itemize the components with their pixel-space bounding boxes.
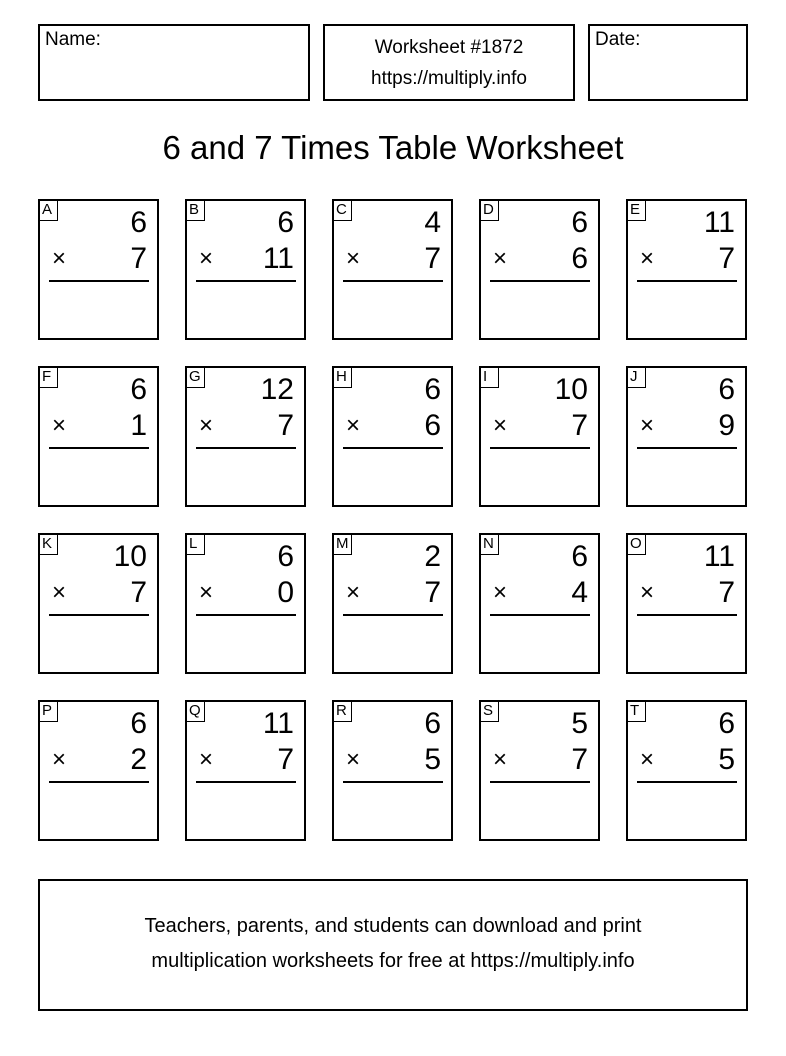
- problem-letter: C: [332, 199, 352, 221]
- multiplicand: 5: [571, 707, 588, 740]
- multiplier: 7: [424, 242, 441, 275]
- multiplier: 5: [718, 743, 735, 776]
- problem-card-s: [479, 700, 600, 841]
- multiplicand: 11: [703, 540, 735, 573]
- problem-letter: I: [479, 366, 499, 388]
- multiplier: 5: [424, 743, 441, 776]
- worksheet-title: 6 and 7 Times Table Worksheet: [162, 129, 624, 166]
- multiplicand: 6: [718, 373, 735, 406]
- answer-line: [490, 280, 590, 282]
- problem-card-c: [332, 199, 453, 340]
- problem-card-r: [332, 700, 453, 841]
- problem-letter: B: [185, 199, 205, 221]
- multiplicand: 6: [130, 373, 147, 406]
- multiplier: 7: [130, 576, 147, 609]
- multiplicand: 10: [113, 540, 147, 573]
- times-sign: ×: [346, 746, 361, 773]
- answer-line: [637, 447, 737, 449]
- multiplier: 7: [277, 409, 294, 442]
- multiplier: 7: [424, 576, 441, 609]
- times-sign: ×: [52, 579, 67, 606]
- problem-card-l: [185, 533, 306, 674]
- answer-line: [343, 614, 443, 616]
- answer-line: [49, 781, 149, 783]
- problem-letter: N: [479, 533, 499, 555]
- answer-line: [490, 614, 590, 616]
- times-sign: ×: [640, 412, 655, 439]
- multiplicand: 6: [718, 707, 735, 740]
- problem-letter: A: [38, 199, 58, 221]
- multiplier: 7: [718, 576, 735, 609]
- answer-line: [196, 614, 296, 616]
- problem-letter: G: [185, 366, 205, 388]
- times-sign: ×: [640, 245, 655, 272]
- problem-letter: H: [332, 366, 352, 388]
- answer-line: [637, 280, 737, 282]
- footer-box: [38, 879, 748, 1011]
- multiplier: 7: [571, 409, 588, 442]
- name-label: Name:: [45, 29, 101, 50]
- problem-card-n: [479, 533, 600, 674]
- multiplicand: 4: [424, 206, 441, 239]
- problem-card-a: [38, 199, 159, 340]
- multiplicand: 6: [571, 206, 588, 239]
- times-sign: ×: [640, 746, 655, 773]
- multiplier: 2: [130, 743, 147, 776]
- answer-line: [49, 280, 149, 282]
- times-sign: ×: [199, 245, 214, 272]
- times-sign: ×: [52, 412, 67, 439]
- multiplier: 7: [130, 242, 147, 275]
- problem-card-o: [626, 533, 747, 674]
- multiplicand: 6: [424, 373, 441, 406]
- multiplicand: 6: [277, 540, 294, 573]
- problem-letter: M: [332, 533, 352, 555]
- problem-card-f: [38, 366, 159, 507]
- worksheet-number: Worksheet #1872: [374, 37, 524, 58]
- answer-line: [49, 614, 149, 616]
- problem-card-h: [332, 366, 453, 507]
- problem-letter: O: [626, 533, 646, 555]
- multiplicand: 6: [130, 206, 147, 239]
- worksheet-info-box: [323, 24, 575, 101]
- problem-card-d: [479, 199, 600, 340]
- answer-line: [637, 781, 737, 783]
- multiplicand: 6: [571, 540, 588, 573]
- problem-letter: E: [626, 199, 646, 221]
- problem-letter: J: [626, 366, 646, 388]
- times-sign: ×: [199, 579, 214, 606]
- problem-card-j: [626, 366, 747, 507]
- problem-card-b: [185, 199, 306, 340]
- times-sign: ×: [199, 412, 214, 439]
- answer-line: [49, 447, 149, 449]
- answer-line: [343, 280, 443, 282]
- problem-letter: Q: [185, 700, 205, 722]
- times-sign: ×: [493, 245, 508, 272]
- times-sign: ×: [346, 245, 361, 272]
- name-box: [38, 24, 310, 101]
- date-box: [588, 24, 748, 101]
- multiplier: 1: [130, 409, 147, 442]
- times-sign: ×: [346, 579, 361, 606]
- multiplier: 0: [277, 576, 294, 609]
- multiplicand: 6: [130, 707, 147, 740]
- problem-letter: S: [479, 700, 499, 722]
- times-sign: ×: [52, 746, 67, 773]
- multiplicand: 11: [262, 707, 294, 740]
- multiplier: 11: [262, 242, 294, 275]
- multiplicand: 11: [703, 206, 735, 239]
- problem-letter: T: [626, 700, 646, 722]
- problem-letter: R: [332, 700, 352, 722]
- times-sign: ×: [493, 579, 508, 606]
- answer-line: [490, 447, 590, 449]
- multiplicand: 2: [424, 540, 441, 573]
- answer-line: [196, 280, 296, 282]
- footer-line-2: multiplication worksheets for free at https://multiply.info: [151, 950, 635, 972]
- problem-card-t: [626, 700, 747, 841]
- footer-line-1: Teachers, parents, and students can download and print: [144, 915, 642, 937]
- problem-letter: P: [38, 700, 58, 722]
- multiplicand: 6: [277, 206, 294, 239]
- multiplier: 7: [571, 743, 588, 776]
- problem-card-i: [479, 366, 600, 507]
- multiplicand: 12: [260, 373, 294, 406]
- problem-letter: F: [38, 366, 58, 388]
- answer-line: [343, 447, 443, 449]
- answer-line: [490, 781, 590, 783]
- times-sign: ×: [493, 412, 508, 439]
- problem-card-e: [626, 199, 747, 340]
- times-sign: ×: [52, 245, 67, 272]
- problem-letter: K: [38, 533, 58, 555]
- multiplier: 4: [571, 576, 588, 609]
- answer-line: [196, 447, 296, 449]
- worksheet-url: https://multiply.info: [371, 68, 527, 89]
- problem-card-q: [185, 700, 306, 841]
- multiplier: 6: [424, 409, 441, 442]
- multiplier: 6: [571, 242, 588, 275]
- multiplicand: 6: [424, 707, 441, 740]
- answer-line: [637, 614, 737, 616]
- multiplier: 7: [277, 743, 294, 776]
- date-label: Date:: [595, 29, 641, 50]
- times-sign: ×: [493, 746, 508, 773]
- problem-card-p: [38, 700, 159, 841]
- problem-card-k: [38, 533, 159, 674]
- multiplicand: 10: [554, 373, 588, 406]
- problem-card-m: [332, 533, 453, 674]
- problem-letter: D: [479, 199, 499, 221]
- times-sign: ×: [346, 412, 361, 439]
- multiplier: 7: [718, 242, 735, 275]
- answer-line: [196, 781, 296, 783]
- footer-text: [40, 909, 746, 979]
- times-sign: ×: [199, 746, 214, 773]
- problem-card-g: [185, 366, 306, 507]
- problem-letter: L: [185, 533, 205, 555]
- multiplier: 9: [718, 409, 735, 442]
- times-sign: ×: [640, 579, 655, 606]
- answer-line: [343, 781, 443, 783]
